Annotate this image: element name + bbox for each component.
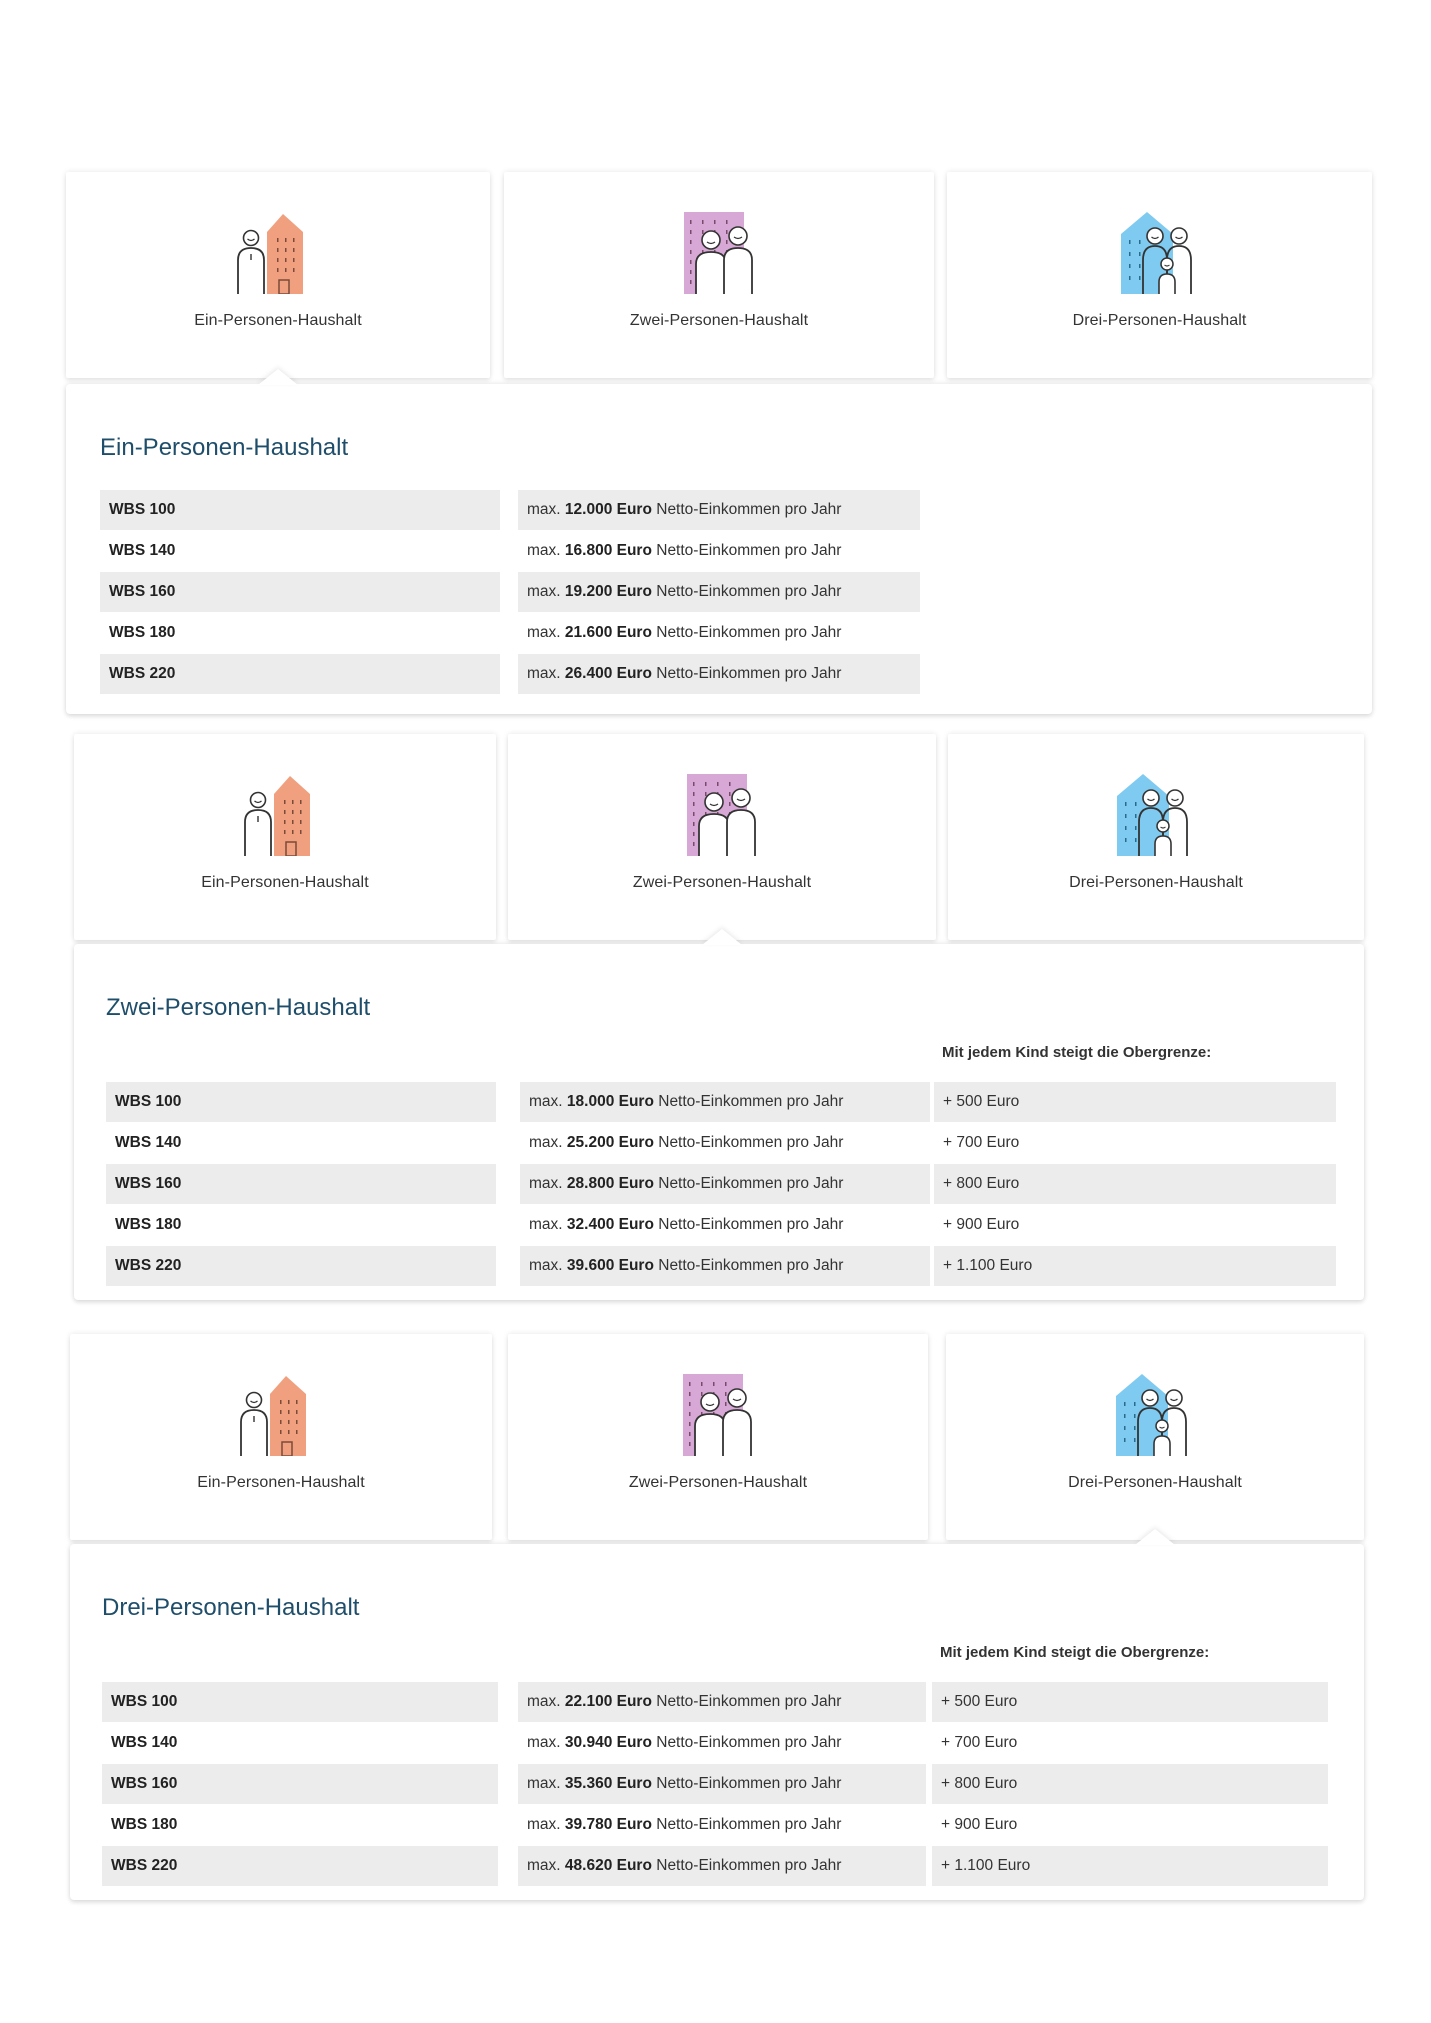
child-increase-cell: + 700 Euro (941, 1734, 1018, 1751)
income-amount: 39.600 Euro (566, 1257, 654, 1274)
tab-icon (677, 772, 767, 856)
income-amount: 18.000 Euro (566, 1093, 654, 1110)
three-persons-house-icon (1115, 210, 1205, 294)
income-amount: 12.000 Euro (564, 501, 652, 518)
child-increase-cell: + 900 Euro (943, 1216, 1020, 1233)
income-prefix: max. (527, 583, 565, 600)
income-amount: 16.800 Euro (564, 542, 652, 559)
child-increase-note: Mit jedem Kind steigt die Obergrenze: (940, 1644, 1210, 1661)
single-person-house-icon (233, 210, 323, 294)
child-increase-cell: + 500 Euro (932, 1682, 1328, 1722)
income-suffix: Netto-Einkommen pro Jahr (651, 1857, 842, 1874)
two-persons-building-icon (673, 1372, 763, 1456)
three-persons-house-icon (1110, 1372, 1200, 1456)
income-prefix: max. (527, 624, 565, 641)
income-amount: 28.800 Euro (566, 1175, 654, 1192)
tab-label: Drei-Personen-Haushalt (1072, 312, 1247, 329)
household-section (66, 172, 1372, 714)
tab-label: Ein-Personen-Haushalt (201, 874, 369, 891)
income-prefix: max. (527, 665, 565, 682)
child-increase-cell: + 500 Euro (934, 1082, 1336, 1122)
income-limit-cell (520, 1123, 930, 1163)
tab-zwei-personen-haushalt[interactable] (508, 1334, 928, 1540)
tab-label: Ein-Personen-Haushalt (194, 312, 362, 329)
income-amount: 32.400 Euro (566, 1216, 654, 1233)
tab-ein-personen-haushalt[interactable] (66, 172, 490, 378)
tab-zwei-personen-haushalt[interactable] (508, 734, 936, 940)
income-prefix: max. (529, 1134, 567, 1151)
income-suffix: Netto-Einkommen pro Jahr (651, 665, 842, 682)
child-increase-cell: + 900 Euro (941, 1816, 1018, 1833)
income-prefix: max. (529, 1257, 567, 1274)
three-persons-house-icon (1111, 772, 1201, 856)
household-tabs (74, 734, 1364, 944)
single-person-house-icon (236, 1372, 326, 1456)
tab-label: Drei-Personen-Haushalt (1069, 874, 1243, 891)
household-section (70, 1334, 1364, 1900)
income-limit-cell (518, 490, 920, 530)
child-increase-cell: + 700 Euro (943, 1134, 1020, 1151)
income-prefix: max. (529, 1175, 567, 1192)
tab-label: Zwei-Personen-Haushalt (628, 1474, 808, 1491)
wbs-type-cell: WBS 220 (102, 1846, 498, 1886)
tab-icon (240, 772, 330, 856)
income-prefix: max. (529, 1093, 567, 1110)
income-amount: 25.200 Euro (566, 1134, 654, 1151)
child-increase-cell: + 800 Euro (934, 1164, 1336, 1204)
tab-icon (1115, 210, 1205, 294)
income-prefix: max. (529, 1216, 567, 1233)
income-suffix: Netto-Einkommen pro Jahr (653, 1216, 844, 1233)
wbs-type-cell: WBS 160 (106, 1164, 496, 1204)
tab-label: Drei-Personen-Haushalt (1068, 1474, 1242, 1491)
tab-label: Ein-Personen-Haushalt (197, 1474, 365, 1491)
tab-drei-personen-haushalt[interactable] (948, 734, 1364, 940)
tab-drei-personen-haushalt[interactable] (947, 172, 1372, 378)
tab-icon (1110, 1372, 1200, 1456)
tab-label: Zwei-Personen-Haushalt (632, 874, 812, 891)
wbs-type-cell: WBS 180 (109, 624, 176, 641)
household-tabs (70, 1334, 1364, 1544)
income-prefix: max. (527, 1816, 565, 1833)
income-amount: 19.200 Euro (564, 583, 652, 600)
tab-ein-personen-haushalt[interactable] (70, 1334, 492, 1540)
income-limit-cell (520, 1164, 930, 1204)
income-suffix: Netto-Einkommen pro Jahr (651, 624, 842, 641)
income-suffix: Netto-Einkommen pro Jahr (651, 583, 842, 600)
wbs-type-cell: WBS 100 (106, 1082, 496, 1122)
income-amount: 39.780 Euro (564, 1816, 652, 1833)
active-tab-pointer (702, 929, 742, 945)
income-suffix: Netto-Einkommen pro Jahr (651, 542, 842, 559)
income-limit-cell (520, 1205, 930, 1245)
income-suffix: Netto-Einkommen pro Jahr (653, 1093, 844, 1110)
income-amount: 26.400 Euro (564, 665, 652, 682)
income-limit-cell (518, 572, 920, 612)
income-suffix: Netto-Einkommen pro Jahr (651, 1693, 842, 1710)
income-amount: 22.100 Euro (564, 1693, 652, 1710)
wbs-type-cell: WBS 140 (115, 1134, 182, 1151)
tab-icon (233, 210, 323, 294)
income-amount: 35.360 Euro (564, 1775, 652, 1792)
wbs-type-cell: WBS 100 (102, 1682, 498, 1722)
income-prefix: max. (527, 1734, 565, 1751)
tab-drei-personen-haushalt[interactable] (946, 1334, 1364, 1540)
tab-ein-personen-haushalt[interactable] (74, 734, 496, 940)
child-increase-cell: + 1.100 Euro (932, 1846, 1328, 1886)
wbs-type-cell: WBS 220 (100, 654, 500, 694)
income-suffix: Netto-Einkommen pro Jahr (651, 501, 842, 518)
two-persons-building-icon (677, 772, 767, 856)
income-prefix: max. (527, 1857, 565, 1874)
tab-label: Zwei-Personen-Haushalt (629, 312, 809, 329)
income-limit-cell (518, 531, 920, 571)
two-persons-building-icon (674, 210, 764, 294)
income-suffix: Netto-Einkommen pro Jahr (653, 1134, 844, 1151)
income-amount: 21.600 Euro (564, 624, 652, 641)
wbs-type-cell: WBS 160 (102, 1764, 498, 1804)
income-suffix: Netto-Einkommen pro Jahr (651, 1775, 842, 1792)
income-prefix: max. (527, 542, 565, 559)
wbs-type-cell: WBS 180 (111, 1816, 178, 1833)
wbs-type-cell: WBS 220 (106, 1246, 496, 1286)
active-tab-pointer (1135, 1529, 1175, 1545)
income-limit-cell (520, 1246, 930, 1286)
income-suffix: Netto-Einkommen pro Jahr (653, 1257, 844, 1274)
income-limit-cell (518, 1723, 926, 1763)
wbs-type-cell: WBS 180 (115, 1216, 182, 1233)
income-limit-cell (518, 1682, 926, 1722)
income-suffix: Netto-Einkommen pro Jahr (651, 1734, 842, 1751)
income-limit-cell (518, 1764, 926, 1804)
tab-icon (236, 1372, 326, 1456)
tab-icon (674, 210, 764, 294)
tab-icon (673, 1372, 763, 1456)
child-increase-cell: + 1.100 Euro (934, 1246, 1336, 1286)
income-prefix: max. (527, 1693, 565, 1710)
income-limit-cell (520, 1082, 930, 1122)
tab-zwei-personen-haushalt[interactable] (504, 172, 934, 378)
income-limit-cell (518, 613, 920, 653)
active-tab-pointer (258, 369, 298, 385)
income-suffix: Netto-Einkommen pro Jahr (653, 1175, 844, 1192)
wbs-type-cell: WBS 140 (111, 1734, 178, 1751)
child-increase-note: Mit jedem Kind steigt die Obergrenze: (942, 1044, 1212, 1061)
income-prefix: max. (527, 501, 565, 518)
panel-title: Ein-Personen-Haushalt (100, 434, 349, 461)
tab-icon (1111, 772, 1201, 856)
household-tabs (66, 172, 1372, 382)
wbs-type-cell: WBS 160 (100, 572, 500, 612)
income-limit-cell (518, 1805, 926, 1845)
wbs-type-cell: WBS 100 (100, 490, 500, 530)
income-amount: 48.620 Euro (564, 1857, 652, 1874)
household-section (74, 734, 1364, 1300)
single-person-house-icon (240, 772, 330, 856)
wbs-type-cell: WBS 140 (109, 542, 176, 559)
child-increase-cell: + 800 Euro (932, 1764, 1328, 1804)
panel-title: Drei-Personen-Haushalt (102, 1594, 360, 1621)
panel-title: Zwei-Personen-Haushalt (106, 994, 371, 1021)
income-limit-cell (518, 1846, 926, 1886)
income-prefix: max. (527, 1775, 565, 1792)
income-amount: 30.940 Euro (564, 1734, 652, 1751)
income-suffix: Netto-Einkommen pro Jahr (651, 1816, 842, 1833)
income-limit-cell (518, 654, 920, 694)
